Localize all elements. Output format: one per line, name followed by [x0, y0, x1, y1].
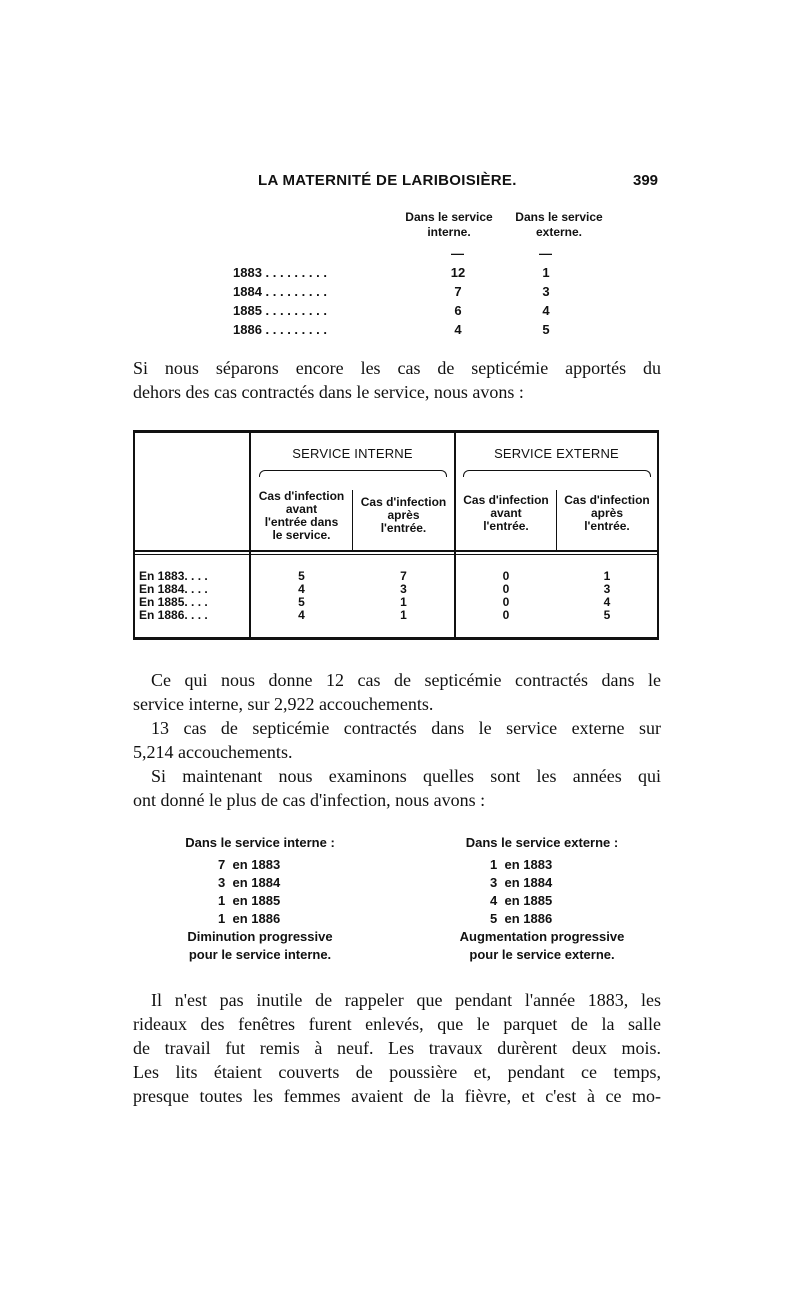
text-line: Ce qui nous donne 12 cas de septicémie contractés dans le [151, 670, 661, 690]
list-item [490, 910, 652, 928]
item-count: 3 [218, 875, 226, 890]
cell-value: 0 [502, 608, 510, 622]
header-rule [135, 550, 657, 552]
header-line: Cas d'infection [564, 493, 650, 507]
text-line: dehors des cas contractés dans le service, nous avons : [133, 382, 524, 402]
table-row [133, 583, 659, 595]
item-year: 1883 [523, 857, 553, 872]
item-word: en [504, 893, 520, 908]
col-header-interne [393, 210, 505, 240]
row-year: 1886 . . . . . . . . . [233, 322, 327, 337]
item-count: 1 [490, 857, 498, 872]
header-line: avant [490, 506, 522, 520]
comparison-footer: pour le service interne. [188, 947, 332, 962]
header-line: l'entrée. [380, 521, 427, 535]
group-brace [259, 470, 447, 477]
value-externe: 4 [542, 303, 550, 318]
cell-value: 1 [400, 608, 407, 622]
value-interne: 6 [454, 303, 462, 318]
col-header-externe-apres [557, 494, 657, 533]
item-count: 1 [218, 893, 226, 908]
col-header-externe [505, 210, 613, 240]
cell-value: 3 [603, 582, 611, 596]
item-word: en [504, 857, 520, 872]
infection-table [133, 430, 659, 640]
list-item [218, 910, 370, 928]
cell-value: 4 [298, 608, 305, 622]
text-line: 13 cas de septicémie contractés dans le service externe sur [151, 718, 661, 738]
cell-value: 0 [502, 595, 510, 609]
table-row [133, 570, 659, 582]
text-line: Si nous séparons encore les cas de septicémie apportés du [133, 358, 661, 378]
comparison-heading: Dans le service interne : [185, 835, 335, 850]
comparison-heading: Dans le service externe : [465, 835, 619, 850]
header-line: Cas d'infection [463, 493, 549, 507]
comparison-footer: Augmentation progressive [459, 929, 625, 944]
list-item [490, 892, 652, 910]
col-header-externe-avant [456, 494, 556, 533]
cell-value: 0 [502, 569, 510, 583]
value-externe: 5 [542, 322, 550, 337]
comparison-left [150, 834, 370, 964]
cell-value: 5 [603, 608, 611, 622]
col-header-interne-line2: interne. [427, 225, 471, 239]
col-header-externe-line2: externe. [535, 225, 583, 239]
item-year: 1885 [523, 893, 553, 908]
cell-value: 7 [400, 569, 407, 583]
text-line: ont donné le plus de cas d'infection, nous avons : [133, 790, 486, 810]
comparison-right [432, 834, 652, 964]
col-header-interne-line1: Dans le service [405, 210, 493, 224]
cell-value: 4 [603, 595, 611, 609]
cell-value: 4 [298, 582, 305, 596]
header-line: le service. [272, 528, 331, 542]
item-word: en [504, 911, 520, 926]
header-line: après [590, 506, 624, 520]
list-item [490, 874, 652, 892]
header-line: Cas d'infection [360, 495, 447, 509]
text-line: de travail fut remis à neuf. Les travaux durèrent deux mois. [133, 1038, 661, 1058]
row-year: 1883 . . . . . . . . . [233, 265, 327, 280]
paragraph-conclusion [133, 988, 661, 1108]
item-year: 1883 [251, 857, 281, 872]
value-externe: 1 [542, 265, 550, 280]
value-interne: 4 [454, 322, 462, 337]
cell-value: 5 [298, 569, 305, 583]
list-item [490, 856, 652, 874]
header-line: l'entrée. [483, 519, 529, 533]
table-row [233, 301, 613, 320]
item-word: en [232, 893, 248, 908]
running-title: LA MATERNITÉ DE LARIBOISIÈRE. [258, 172, 517, 189]
item-count: 3 [490, 875, 498, 890]
item-count: 5 [490, 911, 498, 926]
list-item [218, 892, 370, 910]
table-row [133, 596, 659, 608]
text-line: rideaux des fenêtres furent enlevés, que le parquet de la salle [133, 1014, 661, 1034]
comparison-footer: pour le service externe. [469, 947, 615, 962]
dash-externe: — [539, 246, 552, 261]
cell-value: 1 [400, 595, 407, 609]
text-line: 5,214 accouchements. [133, 742, 293, 762]
row-label: En 1885. . . . [139, 595, 208, 609]
paragraph-summary [133, 668, 661, 812]
text-line: Il n'est pas inutile de rappeler que pendant l'année 1883, les [151, 990, 661, 1010]
group-service-interne: SERVICE INTERNE [292, 446, 413, 461]
item-year: 1886 [251, 911, 281, 926]
header-rule-thin [135, 554, 657, 555]
item-word: en [232, 857, 248, 872]
header-line: avant [285, 502, 318, 516]
table-row [233, 282, 613, 301]
row-label: En 1884. . . . [139, 582, 208, 596]
col-header-interne-avant [251, 490, 352, 542]
row-label: En 1883. . . . [139, 569, 208, 583]
item-word: en [504, 875, 520, 890]
comparison-footer: Diminution progressive [187, 929, 333, 944]
table-row [133, 609, 659, 621]
table-row [233, 263, 613, 282]
item-count: 7 [218, 857, 226, 872]
list-item [218, 856, 370, 874]
text-line: Les lits étaient couverts de poussière et, pendant ce temps, [133, 1062, 661, 1082]
header-line: après [387, 508, 420, 522]
item-count: 4 [490, 893, 498, 908]
row-label: En 1886. . . . [139, 608, 208, 622]
table-row [233, 320, 613, 339]
dash-interne: — [451, 246, 464, 261]
item-word: en [232, 875, 248, 890]
cell-value: 5 [298, 595, 305, 609]
col-header-interne-apres [353, 496, 454, 535]
value-interne: 7 [454, 284, 462, 299]
group-service-externe: SERVICE EXTERNE [494, 446, 619, 461]
text-line: service interne, sur 2,922 accouchements. [133, 694, 434, 714]
col-header-externe-line1: Dans le service [515, 210, 603, 224]
item-year: 1885 [251, 893, 281, 908]
item-count: 1 [218, 911, 226, 926]
header-line: l'entrée dans [264, 515, 339, 529]
item-word: en [232, 911, 248, 926]
value-externe: 3 [542, 284, 550, 299]
group-brace [463, 470, 651, 477]
cell-value: 1 [603, 569, 611, 583]
page-number: 399 [633, 172, 659, 189]
item-year: 1884 [523, 875, 553, 890]
row-year: 1885 . . . . . . . . . [233, 303, 327, 318]
header-line: l'entrée. [584, 519, 630, 533]
item-year: 1886 [523, 911, 553, 926]
item-year: 1884 [251, 875, 281, 890]
text-line: Si maintenant nous examinons quelles sont les années qui [151, 766, 661, 786]
paragraph-intro [133, 356, 661, 404]
value-interne: 12 [450, 265, 466, 280]
text-line: presque toutes les femmes avaient de la fièvre, et c'est à ce mo- [133, 1086, 661, 1106]
year-table [233, 210, 633, 340]
header-line: Cas d'infection [258, 489, 345, 503]
list-item [218, 874, 370, 892]
row-year: 1884 . . . . . . . . . [233, 284, 327, 299]
cell-value: 3 [400, 582, 407, 596]
cell-value: 0 [502, 582, 510, 596]
